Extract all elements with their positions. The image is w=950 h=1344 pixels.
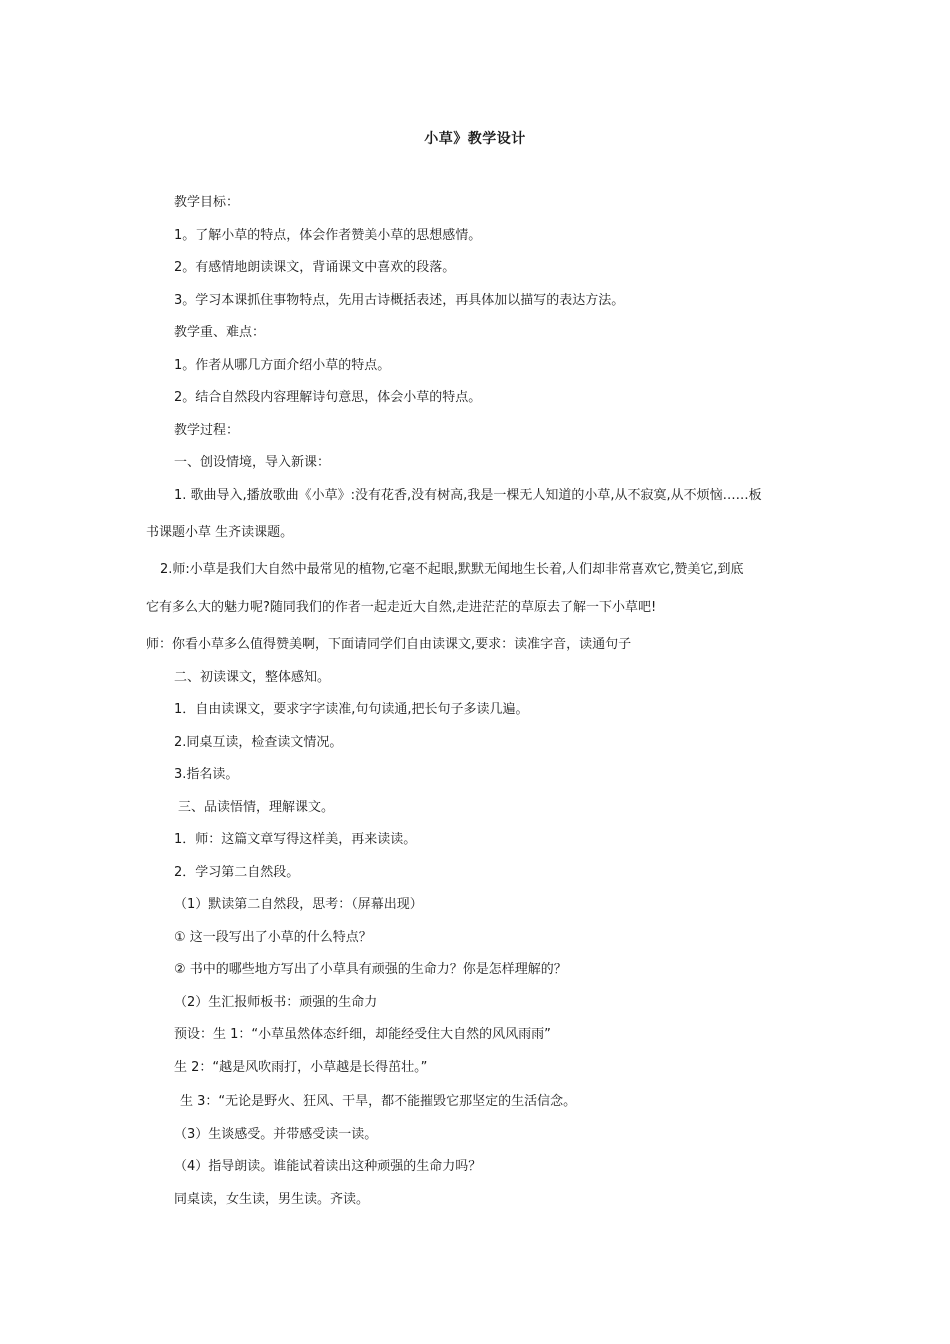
text-line: 1。作者从哪几方面介绍小草的特点。 — [174, 358, 391, 373]
text-line: 2。结合自然段内容理解诗句意思，体会小草的特点。 — [174, 390, 482, 405]
text-line: 同桌读，女生读，男生读。齐读。 — [174, 1192, 370, 1207]
text-line: 2.师:小草是我们大自然中最常见的植物,它毫不起眼,默默无闻地生长着,人们却非常喜欢它,赞美它,到底 — [160, 562, 744, 577]
text-line: 二、初读课文，整体感知。 — [174, 670, 331, 685]
text-line: 1．自由读课文，要求字字读准,句句读通,把长句子多读几遍。 — [174, 702, 529, 717]
text-line: 3.指名读。 — [174, 767, 239, 782]
text-line: ② 书中的哪些地方写出了小草具有顽强的生命力？你是怎样理解的？ — [174, 962, 567, 977]
text-line: 2.同桌互读，检查读文情况。 — [174, 735, 343, 750]
text-line: 3。学习本课抓住事物特点，先用古诗概括表述，再具体加以描写的表达方法。 — [174, 293, 625, 308]
text-line: （2）生汇报师板书：顽强的生命力 — [174, 995, 378, 1010]
text-line: 预设：生 1：“小草虽然体态纤细，却能经受住大自然的风风雨雨” — [174, 1027, 551, 1042]
text-line: （3）生谈感受。并带感受读一读。 — [174, 1127, 378, 1142]
section-heading-goals: 教学目标： — [174, 195, 240, 210]
text-line: 生 3：“无论是野火、狂风、干旱，都不能摧毁它那坚定的生活信念。 — [180, 1094, 577, 1109]
text-line: 1。了解小草的特点，体会作者赞美小草的思想感情。 — [174, 228, 482, 243]
text-line: 2。有感情地朗读课文，背诵课文中喜欢的段落。 — [174, 260, 456, 275]
page-title: 小草》教学设计 — [424, 131, 526, 147]
section-heading-keypoints: 教学重、难点： — [174, 325, 266, 340]
text-line: （4）指导朗读。谁能试着读出这种顽强的生命力吗？ — [174, 1159, 482, 1174]
text-line: 师：你看小草多么值得赞美啊，下面请同学们自由读课文,要求：读准字音，读通句子 — [146, 637, 632, 652]
text-line: 它有多么大的魅力呢?随同我们的作者一起走近大自然,走进茫茫的草原去了解一下小草吧! — [146, 600, 657, 615]
text-line: 2．学习第二自然段。 — [174, 865, 300, 880]
text-line: 三、品读悟情，理解课文。 — [178, 800, 335, 815]
text-line: 一、创设情境，导入新课： — [174, 455, 331, 470]
text-line: 生 2：“越是风吹雨打，小草越是长得茁壮。” — [174, 1060, 428, 1075]
section-heading-process: 教学过程： — [174, 423, 240, 438]
text-line: 书课题小草 生齐读课题。 — [146, 525, 294, 540]
text-line: （1）默读第二自然段，思考：（屏幕出现） — [174, 897, 423, 912]
text-line: ① 这一段写出了小草的什么特点？ — [174, 930, 372, 945]
text-line: 1．师：这篇文章写得这样美，再来读读。 — [174, 832, 417, 847]
text-line: 1. 歌曲导入,播放歌曲《小草》:没有花香,没有树高,我是一棵无人知道的小草,从不寂寞,从不烦恼……板 — [174, 488, 762, 503]
